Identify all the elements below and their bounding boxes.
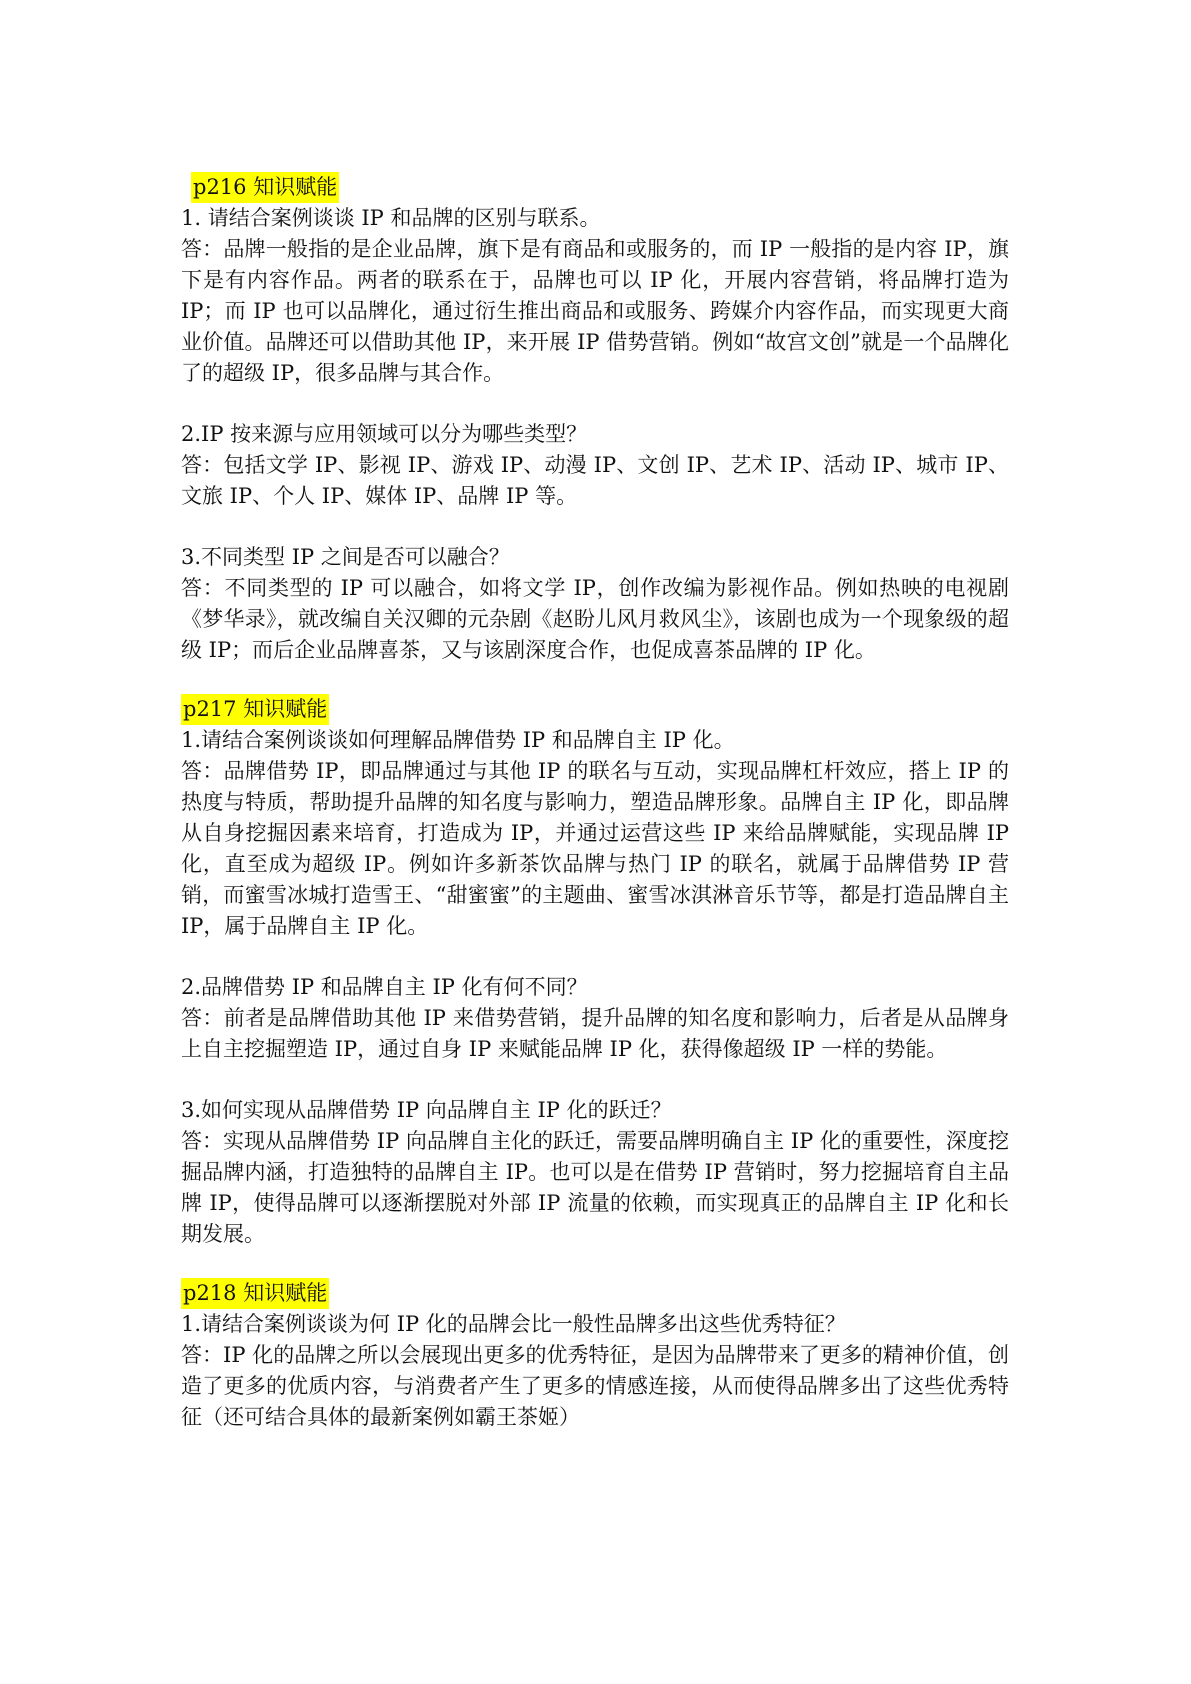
qa-item: [181, 203, 1009, 389]
qa-item: [181, 972, 1009, 1065]
section-p218: [181, 1278, 1009, 1433]
qa-item: [181, 419, 1009, 512]
section-p216: [181, 172, 1009, 666]
qa-item: [181, 1309, 1009, 1433]
answer-text: 答：品牌借势 IP，即品牌通过与其他 IP 的联名与互动，实现品牌杠杆效应，搭上 IP 的热度与特质，帮助提升品牌的知名度与影响力，塑造品牌形象。品牌自主 IP 化，即品牌从自身挖掘因素来培育，打造成为 IP，并通过运营这些 IP 来给品牌赋能，实现品牌 IP 化，直至成为超级 IP。例如许多新茶饮品牌与热门 IP 的联名，就属于品牌借势 IP 营销，而蜜雪冰城打造雪王、“甜蜜蜜”的主题曲、蜜雪冰淇淋音乐节等，都是打造品牌自主 IP，属于品牌自主 IP 化。: [181, 759, 1009, 938]
qa-item: [181, 1095, 1009, 1250]
answer-text: 答：实现从品牌借势 IP 向品牌自主化的跃迁，需要品牌明确自主 IP 化的重要性，深度挖掘品牌内涵，打造独特的品牌自主 IP。也可以是在借势 IP 营销时，努力挖掘培育自主品牌 IP，使得品牌可以逐渐摆脱对外部 IP 流量的依赖，而实现真正的品牌自主 IP 化和长期发展。: [181, 1129, 1009, 1246]
section-heading: p218 知识赋能: [181, 1278, 329, 1309]
answer-text: 答：品牌一般指的是企业品牌，旗下是有商品和或服务的，而 IP 一般指的是内容 IP，旗下是有内容作品。两者的联系在于，品牌也可以 IP 化，开展内容营销，将品牌打造为 IP；而 IP 也可以品牌化，通过衍生推出商品和或服务、跨媒介内容作品，而实现更大商业价值。品牌还可以借助其他 IP，来开展 IP 借势营销。例如“故宫文创”就是一个品牌化了的超级 IP，很多品牌与其合作。: [181, 237, 1009, 385]
qa-item: [181, 725, 1009, 942]
answer-text: 答：IP 化的品牌之所以会展现出更多的优秀特征，是因为品牌带来了更多的精神价值，创造了更多的优质内容，与消费者产生了更多的情感连接，从而使得品牌多出了这些优秀特征（还可结合具体的最新案例如霸王茶姬）: [181, 1343, 1009, 1429]
section-heading: p217 知识赋能: [181, 694, 329, 725]
question-text: 2.品牌借势 IP 和品牌自主 IP 化有何不同？: [181, 975, 588, 999]
answer-text: 答：不同类型的 IP 可以融合，如将文学 IP，创作改编为影视作品。例如热映的电视剧《梦华录》，就改编自关汉卿的元杂剧《赵盼儿风月救风尘》，该剧也成为一个现象级的超级 IP；而后企业品牌喜茶，又与该剧深度合作，也促成喜茶品牌的 IP 化。: [181, 576, 1009, 662]
section-heading: p216 知识赋能: [191, 172, 339, 203]
question-text: 1.请结合案例谈谈如何理解品牌借势 IP 和品牌自主 IP 化。: [181, 728, 735, 752]
question-text: 3.不同类型 IP 之间是否可以融合？: [181, 545, 510, 569]
question-text: 1. 请结合案例谈谈 IP 和品牌的区别与联系。: [181, 206, 601, 230]
answer-text: 答：包括文学 IP、影视 IP、游戏 IP、动漫 IP、文创 IP、艺术 IP、活动 IP、城市 IP、文旅 IP、个人 IP、媒体 IP、品牌 IP 等。: [181, 453, 1009, 508]
question-text: 3.如何实现从品牌借势 IP 向品牌自主 IP 化的跃迁？: [181, 1098, 672, 1122]
section-p217: [181, 694, 1009, 1250]
document-page: [181, 172, 1009, 1433]
question-text: 2.IP 按来源与应用领域可以分为哪些类型？: [181, 422, 588, 446]
answer-text: 答：前者是品牌借助其他 IP 来借势营销，提升品牌的知名度和影响力，后者是从品牌身上自主挖掘塑造 IP，通过自身 IP 来赋能品牌 IP 化，获得像超级 IP 一样的势能。: [181, 1006, 1009, 1061]
question-text: 1.请结合案例谈谈为何 IP 化的品牌会比一般性品牌多出这些优秀特征？: [181, 1312, 846, 1336]
qa-item: [181, 542, 1009, 666]
